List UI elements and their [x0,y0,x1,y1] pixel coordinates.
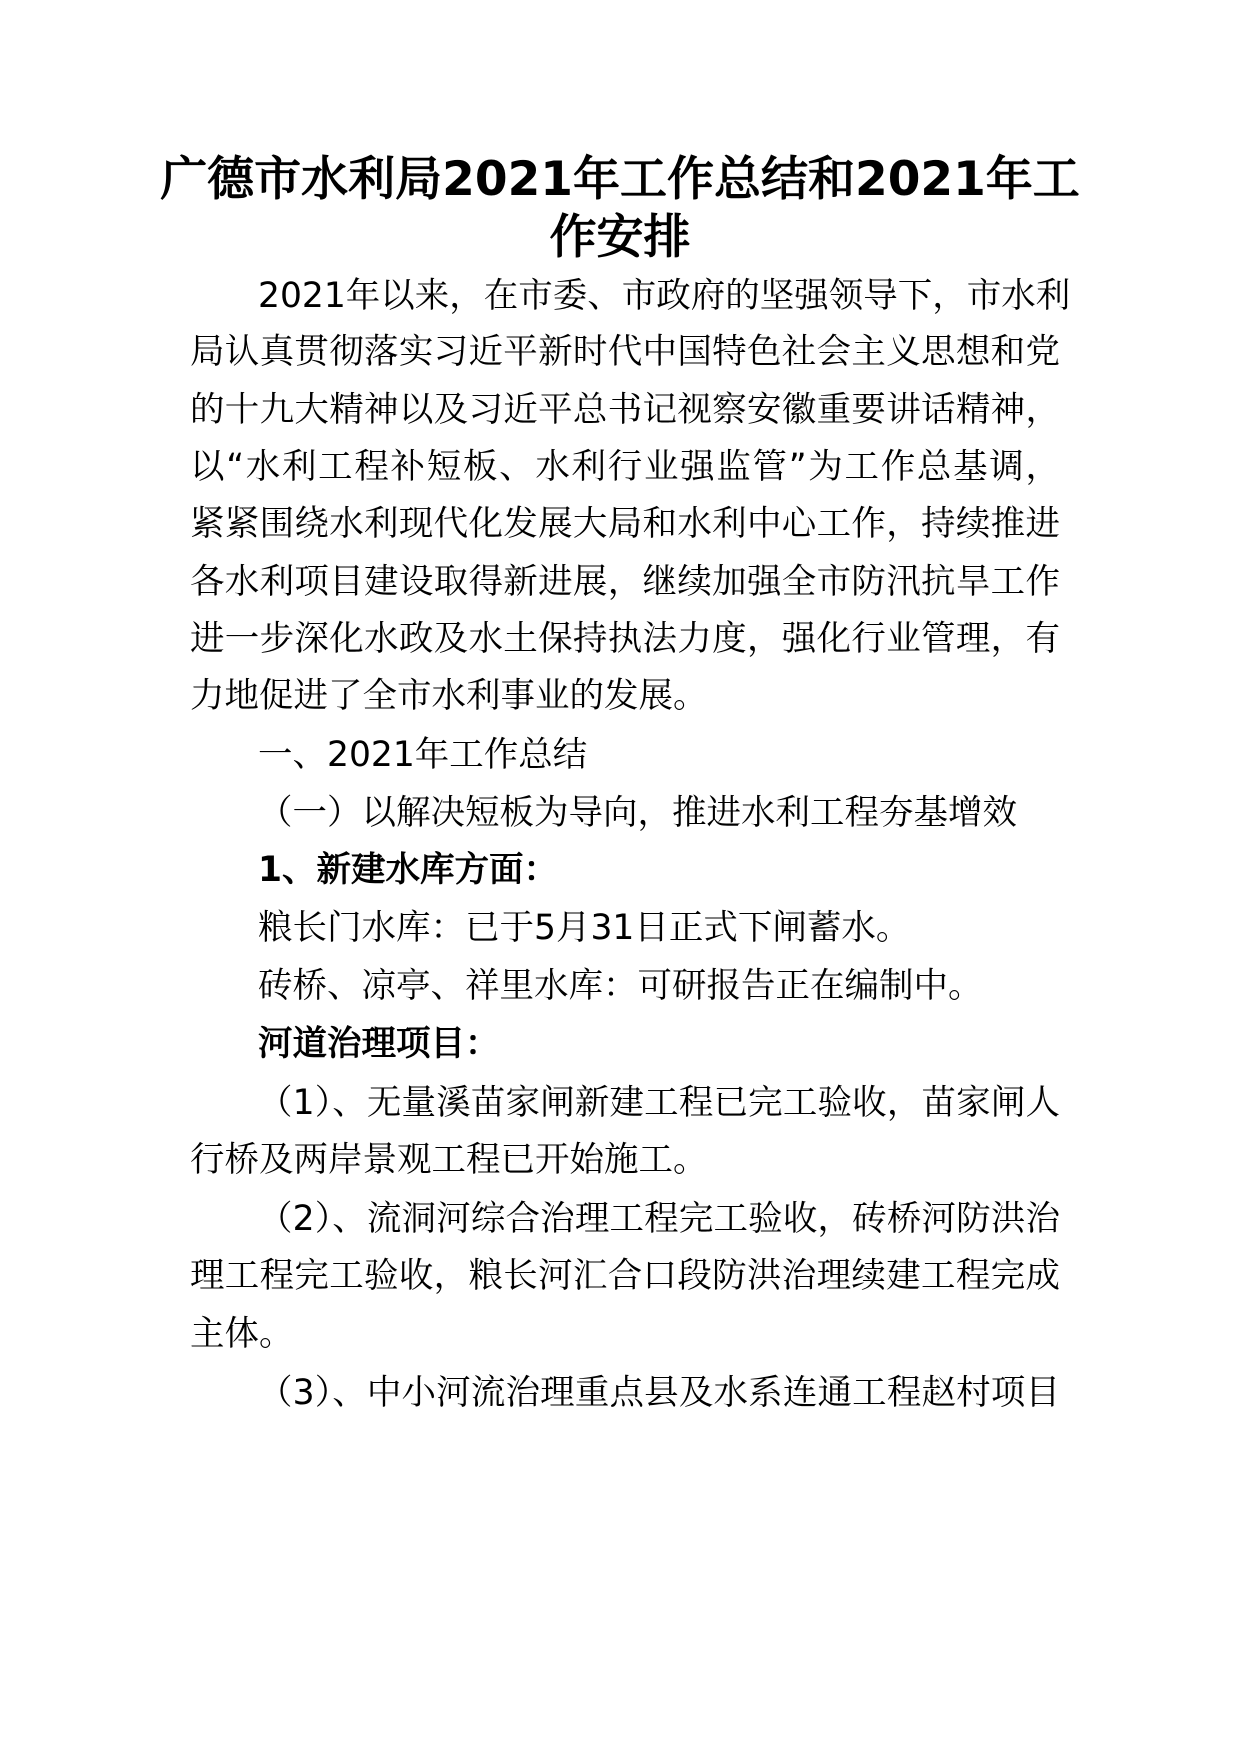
intro-paragraph-line: 进一步深化水政及水土保持执法力度，强化行业管理，有 [190,619,1060,659]
river-item-line: 主体。 [190,1314,294,1354]
river-item-line: （3）、中小河流治理重点县及水系连通工程赵村项目 [258,1373,1060,1413]
intro-paragraph-line: 2021年以来，在市委、市政府的坚强领导下，市水利 [258,276,1071,316]
intro-paragraph-line: 的十九大精神以及习近平总书记视察安徽重要讲话精神， [190,390,1060,430]
subsection-heading: （一）以解决短板为导向，推进水利工程夯基增效 [258,793,1017,833]
river-item-line: （1）、无量溪苗家闸新建工程已完工验收，苗家闸人 [258,1083,1060,1123]
item-heading-new-reservoirs: 1、新建水库方面： [258,850,559,890]
river-item-line: 理工程完工验收，粮长河汇合口段防洪治理续建工程完成 [190,1256,1060,1296]
intro-paragraph-line: 紧紧围绕水利现代化发展大局和水利中心工作，持续推进 [190,504,1060,544]
document-title-line-2: 作安排 [549,210,691,265]
document-title-line-1: 广德市水利局2021年工作总结和2021年工 [160,152,1080,207]
intro-paragraph-line: 局认真贯彻落实习近平新时代中国特色社会主义思想和党 [190,332,1060,372]
river-projects-heading: 河道治理项目： [258,1024,500,1064]
intro-paragraph-line: 以“水利工程补短板、水利行业强监管”为工作总基调， [190,447,1060,487]
river-item-line: 行桥及两岸景观工程已开始施工。 [190,1140,708,1180]
intro-paragraph-line: 力地促进了全市水利事业的发展。 [190,676,708,716]
river-item-line: （2）、流洞河综合治理工程完工验收，砖桥河防洪治 [258,1199,1060,1239]
section-heading: 一、2021年工作总结 [258,735,588,775]
reservoir-line: 粮长门水库：已于5月31日正式下闸蓄水。 [258,908,911,948]
reservoir-line: 砖桥、凉亭、祥里水库：可研报告正在编制中。 [258,966,983,1006]
intro-paragraph-line: 各水利项目建设取得新进展，继续加强全市防汛抗旱工作 [190,562,1060,602]
